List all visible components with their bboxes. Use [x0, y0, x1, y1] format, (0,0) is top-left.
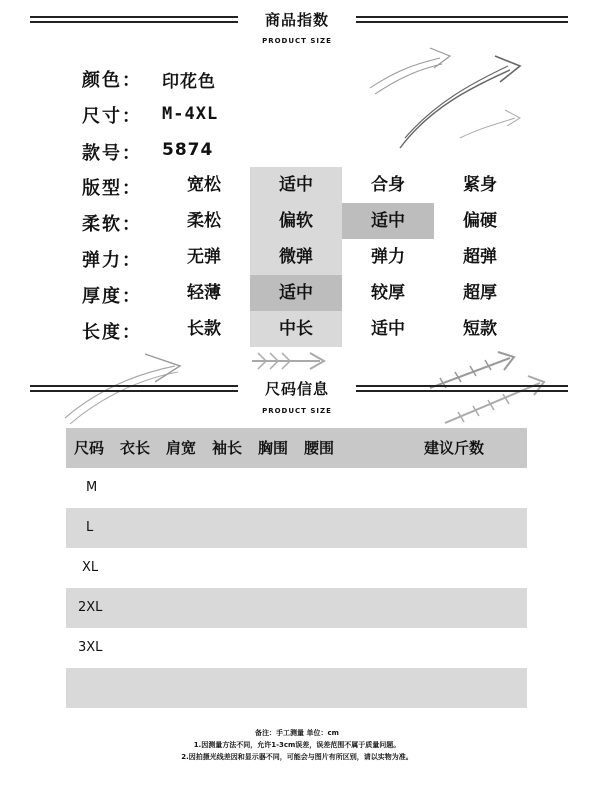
table-row	[66, 588, 527, 628]
size-header-rule-left	[30, 385, 238, 392]
attribute-option: 短款	[463, 319, 497, 339]
note-line-1: 备注：手工测量 单位：cm	[255, 729, 339, 737]
attribute-option: 超厚	[463, 283, 497, 303]
header-shoulder: 肩宽	[166, 439, 197, 457]
decorative-arrows-icon	[360, 38, 530, 158]
size-cell: 2XL	[78, 600, 103, 615]
size-label: 尺寸：	[82, 106, 142, 127]
size-cell: M	[86, 480, 98, 495]
table-row	[66, 468, 527, 508]
attribute-label: 厚度：	[82, 286, 142, 307]
attribute-option-selected: 适中	[250, 167, 342, 203]
table-row	[66, 668, 527, 708]
attribute-row-thickness	[60, 275, 530, 311]
attribute-option: 柔松	[187, 211, 221, 231]
color-label: 颜色：	[82, 70, 142, 91]
attribute-option-selected: 中长	[250, 311, 342, 347]
attribute-option: 紧身	[463, 175, 497, 195]
attribute-row-elasticity	[60, 239, 530, 275]
attribute-option: 弹力	[371, 247, 405, 267]
size-cell: XL	[82, 560, 99, 575]
attribute-row-fit	[60, 167, 530, 203]
header-sleeve: 袖长	[212, 439, 243, 457]
attribute-row-length	[60, 311, 530, 347]
header-chest: 胸围	[258, 439, 289, 457]
table-row	[66, 548, 527, 588]
attribute-option: 偏硬	[463, 211, 497, 231]
size-table	[66, 428, 527, 708]
color-value: 印花色	[162, 72, 216, 92]
size-value: M-4XL	[162, 104, 219, 124]
attribute-option: 合身	[371, 175, 405, 195]
table-row	[66, 508, 527, 548]
attribute-label: 柔软：	[82, 214, 142, 235]
size-section-title: 尺码信息	[264, 380, 329, 398]
attribute-option-selected: 适中	[342, 203, 434, 239]
attribute-option-selected: 微弹	[250, 239, 342, 275]
size-header-rule-right	[356, 385, 568, 392]
header-rule-left	[30, 16, 238, 23]
attribute-option: 较厚	[371, 283, 405, 303]
note-line-2: 1.因测量方法不同，允许1-3cm误差，误差范围不属于质量问题。	[193, 741, 401, 749]
size-cell: 3XL	[78, 640, 103, 655]
decorative-arrow-center-icon	[248, 350, 328, 372]
attribute-label: 长度：	[82, 322, 142, 343]
attribute-option: 轻薄	[187, 283, 221, 303]
attribute-label: 弹力：	[82, 250, 142, 271]
attribute-option: 无弹	[187, 247, 221, 267]
header-weight: 建议斤数	[424, 439, 485, 457]
attribute-option: 偏软	[250, 203, 342, 239]
attribute-option-selected: 适中	[250, 275, 342, 311]
header-rule-right	[356, 16, 568, 23]
style-number-value: 5874	[162, 140, 214, 160]
attribute-option: 超弹	[463, 247, 497, 267]
size-table-header	[66, 428, 527, 468]
attribute-label: 版型：	[82, 178, 142, 199]
size-cell: L	[86, 520, 94, 535]
section-title: 商品指数	[264, 11, 329, 29]
note-line-3: 2.因拍摄光线差因和显示器不同，可能会与图片有所区别，请以实物为准。	[181, 753, 413, 761]
attribute-option: 长款	[187, 319, 221, 339]
attribute-row-softness	[60, 203, 530, 239]
section-subtitle: PRODUCT SIZE	[262, 37, 332, 45]
attribute-option: 宽松	[187, 175, 221, 195]
size-section-subtitle: PRODUCT SIZE	[262, 407, 332, 415]
header-size: 尺码	[74, 439, 105, 457]
header-waist: 腰围	[304, 439, 335, 457]
attribute-option: 适中	[371, 319, 405, 339]
style-number-label: 款号：	[82, 143, 142, 164]
table-row	[66, 628, 527, 668]
header-length: 衣长	[120, 439, 151, 457]
